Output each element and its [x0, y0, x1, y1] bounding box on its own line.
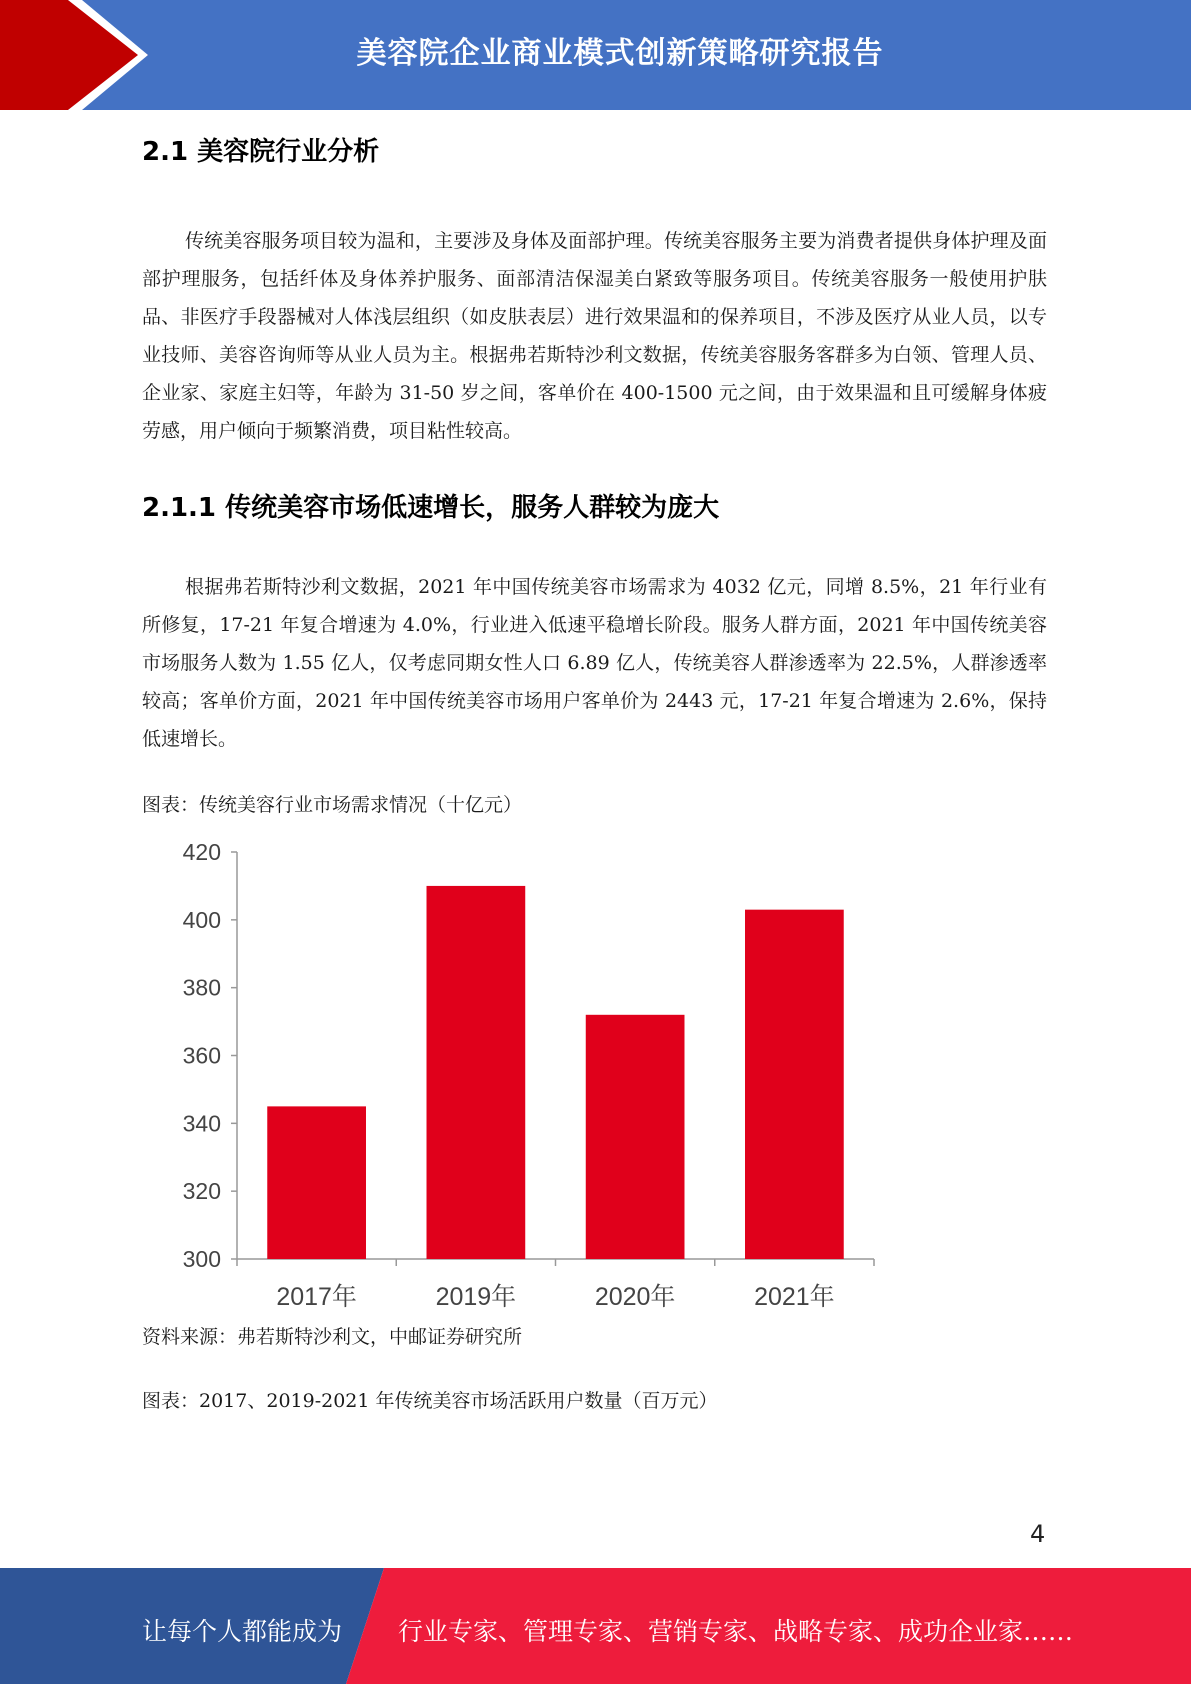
report-title: 美容院企业商业模式创新策略研究报告 — [356, 36, 884, 71]
y-tick-label: 420 — [182, 839, 221, 865]
header-banner — [0, 0, 1191, 110]
y-tick-label: 300 — [182, 1246, 221, 1272]
subsection-heading: 2.1.1 传统美容市场低速增长，服务人群较为庞大 — [142, 493, 720, 523]
y-tick-label: 320 — [182, 1178, 221, 1205]
y-tick-label: 380 — [182, 974, 221, 1001]
bar-2017年 — [267, 1106, 366, 1259]
x-tick-label: 2021年 — [754, 1283, 835, 1311]
footer-slogan-left: 让每个人都能成为 — [142, 1617, 343, 1646]
y-tick-label: 340 — [182, 1110, 221, 1137]
y-tick-label: 360 — [182, 1042, 221, 1069]
x-tick-label: 2020年 — [594, 1283, 676, 1311]
section-paragraph: 传统美容服务项目较为温和，主要涉及身体及面部护理。传统美容服务主要为消费者提供身体护理及面部护理服务，包括纤体及身体养护服务、面部清洁保湿美白紧致等服务项目。传统美容服务一般使用护肤品、非医疗手段器械对人体浅层组织（如皮肤表层）进行效果温和的保养项目，不涉及医疗从业人员，以专业技师、美容咨询师等从业人员为主。根据弗若斯特沙利文数据，传统美容服务客群多为白领、管理人员、企业家、家庭主妇等，年龄为 31-50 岁之间，客单价在 400-1500 元之间，由于效果温和且可缓解身体疲劳感，用户倾向于频繁消费，项目粘性较高。 — [142, 230, 1047, 442]
bar-2021年 — [745, 910, 844, 1259]
figure1-caption: 图表：传统美容行业市场需求情况（十亿元） — [142, 794, 523, 816]
figure2-caption: 图表：2017、2019-2021 年传统美容市场活跃用户数量（百万元） — [142, 1390, 718, 1412]
x-tick-label: 2019年 — [435, 1283, 517, 1311]
header-arrow-icon — [0, 0, 160, 110]
bar-2020年 — [586, 1015, 685, 1259]
market-demand-bar-chart — [150, 834, 890, 1320]
footer-slogan-right: 行业专家、管理专家、营销专家、战略专家、成功企业家…… — [398, 1617, 1074, 1646]
bar-2019年 — [427, 886, 526, 1259]
y-tick-label: 400 — [182, 906, 221, 933]
page-number: 4 — [1030, 1520, 1046, 1548]
section-heading: 2.1 美容院行业分析 — [142, 137, 380, 167]
subsection-paragraph: 根据弗若斯特沙利文数据，2021 年中国传统美容市场需求为 4032 亿元，同增 8.5%，21 年行业有所修复，17-21 年复合增速为 4.0%，行业进入低速平稳增长阶段。服务人群方面，2021 年中国传统美容市场服务人数为 1.55 亿人，仅考虑同期女性人口 6.89 亿人，传统美容人群渗透率为 22.5%，人群渗透率较高；客单价方面，2021 年中国传统美容市场用户客单价为 2443 元，17-21 年复合增速为 2.6%，保持低速增长。 — [142, 576, 1047, 750]
figure1-source: 资料来源：弗若斯特沙利文，中邮证券研究所 — [142, 1326, 523, 1348]
x-tick-label: 2017年 — [276, 1283, 357, 1311]
